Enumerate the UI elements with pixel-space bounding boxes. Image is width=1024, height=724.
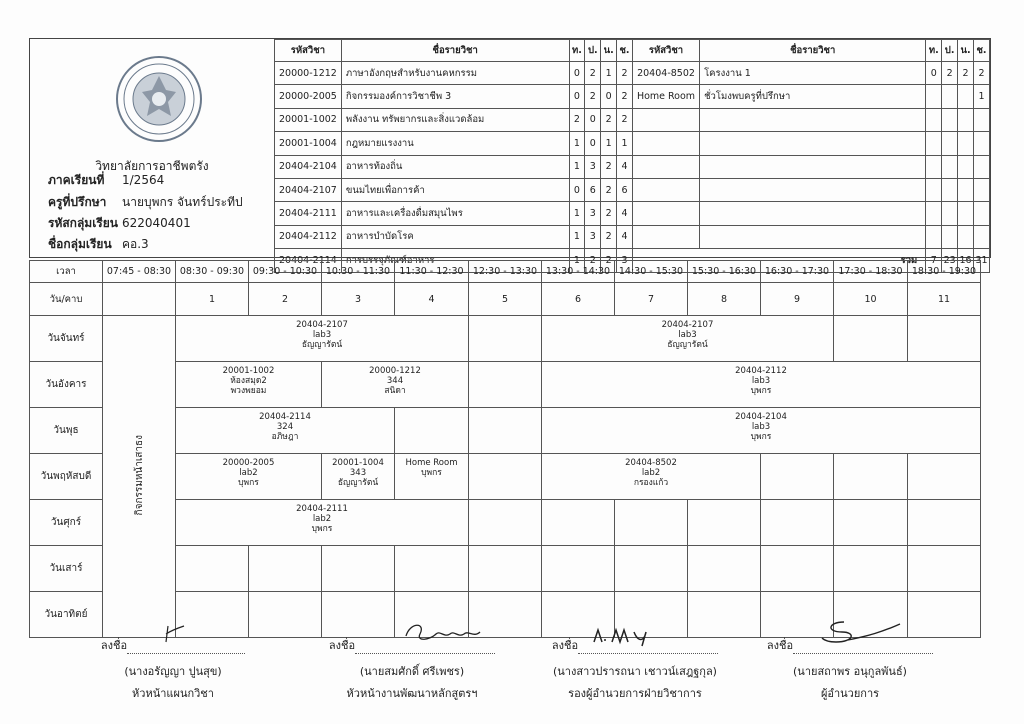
subject-hours-n bbox=[958, 85, 974, 108]
period-number: 7 bbox=[615, 283, 688, 316]
subject-hours-ch: 1 bbox=[617, 132, 633, 155]
subject-name: การบรรจุภัณฑ์อาหาร bbox=[341, 249, 569, 272]
time-slot: 13:30 - 14:30 bbox=[542, 261, 615, 283]
subject-hours-n: 2 bbox=[601, 178, 617, 201]
empty-cell bbox=[688, 546, 761, 592]
subject-name: ภาษาอังกฤษสำหรับงานคหกรรม bbox=[341, 62, 569, 85]
empty-cell bbox=[542, 500, 615, 546]
subject-hours-n: 2 bbox=[958, 62, 974, 85]
subject-hours-p: 6 bbox=[585, 178, 601, 201]
class-room: lab2 bbox=[641, 468, 661, 478]
class-room: lab3 bbox=[751, 376, 771, 386]
day-label: วันอาทิตย์ bbox=[30, 592, 103, 638]
day-label: วันศุกร์ bbox=[30, 500, 103, 546]
empty-cell bbox=[700, 202, 926, 225]
subject-code: 20404-8502 bbox=[632, 62, 699, 85]
day-label: วันจันทร์ bbox=[30, 316, 103, 362]
period-number: 8 bbox=[688, 283, 761, 316]
subject-hours-n: 2 bbox=[601, 108, 617, 131]
info-value: นายบุพกร จันทร์ประทีป bbox=[122, 195, 243, 209]
empty-cell bbox=[926, 225, 942, 248]
subject-hours-t: 2 bbox=[569, 108, 585, 131]
empty-cell bbox=[926, 132, 942, 155]
class-room: lab3 bbox=[678, 330, 697, 340]
subject-hours-ch: 2 bbox=[973, 62, 989, 85]
day-row-monday bbox=[30, 316, 981, 362]
header-name: ชื่อรายวิชา bbox=[700, 40, 926, 62]
info-advisor bbox=[48, 193, 243, 212]
class-block bbox=[542, 408, 981, 454]
info-value: 1/2564 bbox=[122, 173, 165, 187]
empty-cell bbox=[761, 500, 834, 546]
class-block bbox=[322, 362, 469, 408]
empty-cell bbox=[322, 592, 395, 638]
empty-cell bbox=[632, 132, 699, 155]
subject-code: 20404-2104 bbox=[275, 155, 342, 178]
empty-cell bbox=[908, 592, 981, 638]
signatory-name: (นายสถาพร อนุกูลพันธ์) bbox=[793, 665, 907, 678]
class-code: 20404-2114 bbox=[259, 412, 311, 422]
period-number: 3 bbox=[322, 283, 395, 316]
empty-cell bbox=[926, 155, 942, 178]
empty-cell bbox=[395, 546, 469, 592]
header-t: ท. bbox=[926, 40, 942, 62]
subject-hours-p: 2 bbox=[585, 62, 601, 85]
subjects-table bbox=[274, 39, 990, 273]
class-code: 20001-1004 bbox=[332, 458, 384, 468]
class-block bbox=[176, 408, 395, 454]
class-room: 324 bbox=[276, 422, 294, 432]
subject-hours-n: 1 bbox=[601, 132, 617, 155]
signatory-name: (นายสมศักดิ์ ศรีเพชร) bbox=[359, 665, 465, 678]
empty-cell bbox=[395, 408, 469, 454]
empty-cell bbox=[958, 108, 974, 131]
class-room: 344 bbox=[386, 376, 404, 386]
empty-cell bbox=[958, 178, 974, 201]
time-slot: 14:30 - 15:30 bbox=[615, 261, 688, 283]
subject-code: 20001-1002 bbox=[275, 108, 342, 131]
period-number: 9 bbox=[761, 283, 834, 316]
handwritten-signature-2 bbox=[400, 620, 490, 648]
subject-code: 20404-2111 bbox=[275, 202, 342, 225]
empty-cell bbox=[632, 202, 699, 225]
empty-cell bbox=[469, 454, 542, 500]
subject-hours-t: 0 bbox=[569, 85, 585, 108]
class-room: lab2 bbox=[239, 468, 258, 478]
subject-name: กิจกรรมองค์การวิชาชีพ 3 bbox=[341, 85, 569, 108]
subject-hours-ch: 4 bbox=[617, 155, 633, 178]
signature-prefix: ลงชื่อ bbox=[328, 639, 356, 652]
header-n: น. bbox=[958, 40, 974, 62]
empty-cell bbox=[761, 454, 834, 500]
subject-hours-p: 2 bbox=[942, 62, 958, 85]
info-semester bbox=[48, 171, 164, 190]
empty-cell bbox=[908, 546, 981, 592]
subject-name: ชั่วโมงพบครูที่ปรึกษา bbox=[700, 85, 926, 108]
handwritten-signature-4 bbox=[818, 618, 904, 648]
info-label: ภาคเรียนที่ bbox=[48, 173, 105, 187]
class-block bbox=[176, 362, 322, 408]
empty-cell bbox=[700, 132, 926, 155]
subject-row bbox=[275, 202, 990, 225]
empty-cell bbox=[973, 132, 989, 155]
empty-cell bbox=[632, 155, 699, 178]
empty-cell bbox=[700, 108, 926, 131]
empty-cell bbox=[834, 454, 908, 500]
empty-cell bbox=[469, 546, 542, 592]
signature-prefix: ลงชื่อ bbox=[551, 639, 579, 652]
morning-activity-cell bbox=[103, 316, 176, 638]
subject-row bbox=[275, 178, 990, 201]
class-block bbox=[542, 454, 761, 500]
header-box bbox=[29, 38, 991, 266]
class-block bbox=[176, 316, 469, 362]
class-teacher: บุพกร bbox=[421, 468, 442, 478]
empty-cell bbox=[942, 132, 958, 155]
subject-hours-p: 0 bbox=[585, 132, 601, 155]
subject-hours-ch: 2 bbox=[617, 62, 633, 85]
class-code: 20000-2005 bbox=[222, 458, 275, 468]
time-slot: 15:30 - 16:30 bbox=[688, 261, 761, 283]
period-label: วัน/คาบ bbox=[30, 283, 103, 316]
subject-hours-t: 1 bbox=[569, 225, 585, 248]
subject-code: 20404-2112 bbox=[275, 225, 342, 248]
empty-cell bbox=[908, 316, 981, 362]
subject-hours-t: 0 bbox=[569, 62, 585, 85]
info-group-name bbox=[48, 235, 149, 254]
subject-name: อาหารท้องถิ่น bbox=[341, 155, 569, 178]
signatory-position: ผู้อำนวยการ bbox=[820, 687, 880, 700]
class-teacher: ธัญญารัตน์ bbox=[301, 340, 343, 350]
college-info bbox=[30, 39, 274, 257]
college-seal-icon bbox=[114, 54, 204, 144]
header-p: ป. bbox=[585, 40, 601, 62]
class-code: 20404-2107 bbox=[661, 320, 714, 330]
subject-hours-ch: 4 bbox=[617, 225, 633, 248]
subject-hours-t: 1 bbox=[569, 155, 585, 178]
subject-hours-n: 2 bbox=[601, 155, 617, 178]
class-code: 20000-1212 bbox=[369, 366, 421, 376]
empty-cell bbox=[469, 408, 542, 454]
class-room: ห้องสมุด2 bbox=[230, 376, 267, 386]
period-number: 10 bbox=[834, 283, 908, 316]
empty-cell bbox=[249, 546, 322, 592]
time-slot: 11:30 - 12:30 bbox=[395, 261, 469, 283]
empty-cell bbox=[958, 225, 974, 248]
subject-code: 20404-2107 bbox=[275, 178, 342, 201]
total-hours-n: 16 bbox=[958, 249, 974, 272]
time-slot: 10:30 - 11:30 bbox=[322, 261, 395, 283]
empty-cell bbox=[469, 500, 542, 546]
subject-hours-ch: 3 bbox=[617, 249, 633, 272]
subject-code: 20000-1212 bbox=[275, 62, 342, 85]
subject-row bbox=[275, 155, 990, 178]
subject-hours-t: 1 bbox=[569, 249, 585, 272]
class-teacher: อภิษฎา bbox=[271, 432, 299, 442]
subject-name: อาหารบำบัดโรค bbox=[341, 225, 569, 248]
subject-hours-ch: 4 bbox=[617, 202, 633, 225]
empty-cell bbox=[973, 225, 989, 248]
empty-cell bbox=[469, 316, 542, 362]
signature-prefix: ลงชื่อ bbox=[766, 639, 794, 652]
time-slot: 08:30 - 09:30 bbox=[176, 261, 249, 283]
empty-cell bbox=[926, 178, 942, 201]
subject-hours-t: 0 bbox=[926, 62, 942, 85]
time-slot: 18:30 - 19:30 bbox=[908, 261, 981, 283]
day-label: วันเสาร์ bbox=[30, 546, 103, 592]
period-number: 2 bbox=[249, 283, 322, 316]
subject-name: กฎหมายแรงงาน bbox=[341, 132, 569, 155]
empty-cell bbox=[834, 546, 908, 592]
signatory-name: (นางสาวปรารถนา เชาวน์เสฎฐกุล) bbox=[553, 665, 717, 678]
subject-code: 20001-1004 bbox=[275, 132, 342, 155]
class-teacher: ธัญญารัตน์ bbox=[667, 340, 708, 350]
class-teacher: พวงพยอม bbox=[230, 386, 267, 396]
class-block bbox=[176, 454, 322, 500]
class-teacher: บุพกร bbox=[750, 386, 772, 396]
handwritten-signature-1 bbox=[160, 622, 190, 646]
total-hours-t: 7 bbox=[926, 249, 942, 272]
empty-cell bbox=[632, 178, 699, 201]
class-teacher: บุพกร bbox=[238, 478, 259, 488]
signature-prefix: ลงชื่อ bbox=[100, 639, 128, 652]
empty-cell bbox=[942, 202, 958, 225]
subject-name: ขนมไทยเพื่อการค้า bbox=[341, 178, 569, 201]
subject-hours-n: 1 bbox=[601, 62, 617, 85]
empty-cell bbox=[700, 178, 926, 201]
period-row bbox=[30, 283, 981, 316]
header-n: น. bbox=[601, 40, 617, 62]
subject-hours-n: 0 bbox=[601, 85, 617, 108]
class-code: 20404-8502 bbox=[625, 458, 677, 468]
class-code: 20404-2104 bbox=[735, 412, 787, 422]
empty-cell bbox=[908, 454, 981, 500]
period-number bbox=[103, 283, 176, 316]
header-name: ชื่อรายวิชา bbox=[341, 40, 569, 62]
empty-cell bbox=[688, 592, 761, 638]
subject-hours-t: 1 bbox=[569, 132, 585, 155]
empty-cell bbox=[973, 155, 989, 178]
empty-cell bbox=[973, 202, 989, 225]
morning-activity-label: กิจกรรมหน้าเสาธง bbox=[133, 434, 145, 516]
signatory-position: รองผู้อำนวยการฝ่ายวิชาการ bbox=[568, 687, 702, 700]
header-code: รหัสวิชา bbox=[632, 40, 699, 62]
class-room: lab3 bbox=[751, 422, 771, 432]
empty-cell bbox=[632, 225, 699, 248]
empty-cell bbox=[834, 316, 908, 362]
subject-hours-n: 2 bbox=[601, 202, 617, 225]
time-slot: 17:30 - 18:30 bbox=[834, 261, 908, 283]
subject-hours-ch: 2 bbox=[617, 85, 633, 108]
empty-cell bbox=[942, 225, 958, 248]
class-room: lab3 bbox=[312, 330, 332, 340]
period-number: 1 bbox=[176, 283, 249, 316]
empty-cell bbox=[322, 546, 395, 592]
info-value: 622040401 bbox=[122, 216, 191, 230]
total-label: รวม bbox=[632, 249, 925, 272]
subject-hours-p: 3 bbox=[585, 225, 601, 248]
class-room: lab2 bbox=[312, 514, 332, 524]
empty-cell bbox=[958, 202, 974, 225]
class-code: 20404-2112 bbox=[735, 366, 787, 376]
subject-hours-ch: 6 bbox=[617, 178, 633, 201]
total-hours-ch: 31 bbox=[973, 249, 989, 272]
class-room: 343 bbox=[349, 468, 367, 478]
class-teacher: บุพกร bbox=[750, 432, 772, 442]
header-p: ป. bbox=[942, 40, 958, 62]
subject-row bbox=[275, 108, 990, 131]
subject-row bbox=[275, 62, 990, 85]
class-block bbox=[322, 454, 395, 500]
time-row bbox=[30, 261, 981, 283]
subjects-header-row bbox=[275, 40, 990, 62]
subject-row bbox=[275, 225, 990, 248]
subject-code: 20404-2114 bbox=[275, 249, 342, 272]
subject-hours-p: 0 bbox=[585, 108, 601, 131]
time-slot: 12:30 - 13:30 bbox=[469, 261, 542, 283]
subject-hours-p bbox=[942, 85, 958, 108]
day-label: วันพฤหัสบดี bbox=[30, 454, 103, 500]
period-number: 6 bbox=[542, 283, 615, 316]
subject-hours-p: 3 bbox=[585, 202, 601, 225]
subject-hours-t: 1 bbox=[569, 202, 585, 225]
class-code: 20404-2107 bbox=[296, 320, 348, 330]
subject-name: อาหารและเครื่องดื่มสมุนไพร bbox=[341, 202, 569, 225]
class-teacher: ธัญญารัตน์ bbox=[337, 478, 379, 488]
signatory-position: หัวหน้างานพัฒนาหลักสูตรฯ bbox=[346, 687, 478, 700]
empty-cell bbox=[908, 500, 981, 546]
empty-cell bbox=[700, 225, 926, 248]
empty-cell bbox=[688, 500, 761, 546]
empty-cell bbox=[761, 546, 834, 592]
empty-cell bbox=[942, 108, 958, 131]
period-number: 5 bbox=[469, 283, 542, 316]
info-label: ครูที่ปรึกษา bbox=[48, 195, 107, 209]
class-block bbox=[542, 362, 981, 408]
time-label: เวลา bbox=[30, 261, 103, 283]
handwritten-signature-3 bbox=[590, 622, 670, 648]
header-t: ท. bbox=[569, 40, 585, 62]
class-block bbox=[176, 500, 469, 546]
day-label: วันอังคาร bbox=[30, 362, 103, 408]
period-number: 4 bbox=[395, 283, 469, 316]
empty-cell bbox=[942, 155, 958, 178]
subject-hours-t: 0 bbox=[569, 178, 585, 201]
subject-hours-t bbox=[926, 85, 942, 108]
subject-row bbox=[275, 85, 990, 108]
empty-cell bbox=[249, 592, 322, 638]
signatory-name: (นางอรัญญา ปูนสุข) bbox=[124, 665, 222, 678]
subject-hours-n: 2 bbox=[601, 249, 617, 272]
subject-name: พลังงาน ทรัพยากรและสิ่งแวดล้อม bbox=[341, 108, 569, 131]
subject-name: โครงงาน 1 bbox=[700, 62, 926, 85]
empty-cell bbox=[834, 500, 908, 546]
header-code: รหัสวิชา bbox=[275, 40, 342, 62]
info-value: คอ.3 bbox=[122, 237, 149, 251]
empty-cell bbox=[958, 155, 974, 178]
info-group-code bbox=[48, 214, 191, 233]
timetable bbox=[29, 260, 981, 638]
total-hours-p: 23 bbox=[942, 249, 958, 272]
time-slot: 07:45 - 08:30 bbox=[103, 261, 176, 283]
subject-code: Home Room bbox=[632, 85, 699, 108]
class-teacher: กรองแก้ว bbox=[633, 478, 669, 488]
empty-cell bbox=[973, 108, 989, 131]
signatory-position: หัวหน้าแผนกวิชา bbox=[132, 687, 214, 700]
subject-hours-p: 2 bbox=[585, 85, 601, 108]
empty-cell bbox=[926, 202, 942, 225]
empty-cell bbox=[942, 178, 958, 201]
header-ch: ช. bbox=[617, 40, 633, 62]
empty-cell bbox=[542, 546, 615, 592]
subject-code: 20000-2005 bbox=[275, 85, 342, 108]
subject-row bbox=[275, 132, 990, 155]
empty-cell bbox=[926, 108, 942, 131]
subject-hours-ch: 1 bbox=[973, 85, 989, 108]
subject-hours-ch: 2 bbox=[617, 108, 633, 131]
empty-cell bbox=[632, 108, 699, 131]
time-slot: 09:30 - 10:30 bbox=[249, 261, 322, 283]
time-slot: 16:30 - 17:30 bbox=[761, 261, 834, 283]
info-label: รหัสกลุ่มเรียน bbox=[48, 216, 118, 230]
empty-cell bbox=[615, 500, 688, 546]
subject-hours-n: 2 bbox=[601, 225, 617, 248]
info-label: ชื่อกลุ่มเรียน bbox=[48, 237, 112, 251]
empty-cell bbox=[615, 546, 688, 592]
day-label: วันพุธ bbox=[30, 408, 103, 454]
subject-hours-p: 2 bbox=[585, 249, 601, 272]
class-block bbox=[542, 316, 834, 362]
class-teacher: บุพกร bbox=[311, 524, 333, 534]
empty-cell bbox=[973, 178, 989, 201]
class-teacher: สนิดา bbox=[384, 386, 406, 396]
class-code: 20001-1002 bbox=[222, 366, 275, 376]
college-name: วิทยาลัยการอาชีพตรัง bbox=[95, 159, 209, 173]
empty-cell bbox=[958, 132, 974, 155]
class-block bbox=[395, 454, 469, 500]
period-number: 11 bbox=[908, 283, 981, 316]
empty-cell bbox=[176, 546, 249, 592]
empty-cell bbox=[469, 362, 542, 408]
header-ch: ช. bbox=[973, 40, 989, 62]
empty-cell bbox=[700, 155, 926, 178]
class-code: 20404-2111 bbox=[296, 504, 348, 514]
class-code: Home Room bbox=[405, 458, 458, 468]
subject-hours-p: 3 bbox=[585, 155, 601, 178]
